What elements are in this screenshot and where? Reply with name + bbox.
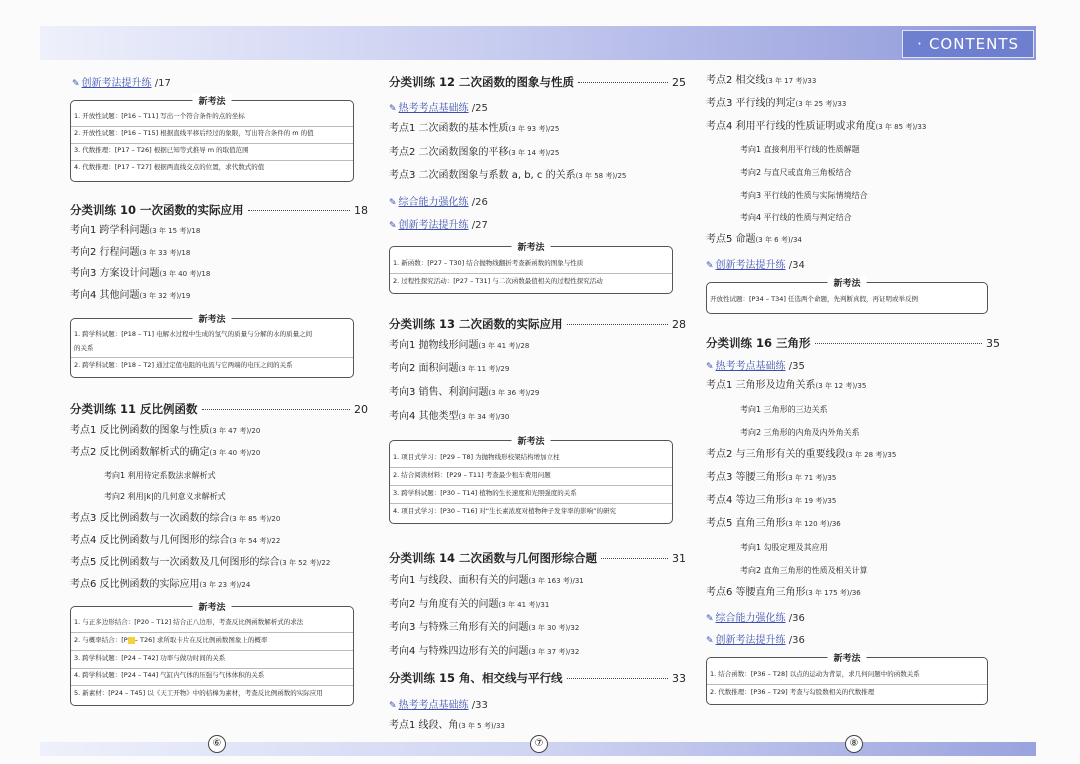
comprehensive-practice-link[interactable]: ✎ 综合能力强化练 /26 — [389, 197, 488, 208]
innovation-practice-link[interactable]: ✎ 创新考法提升练 /27 — [389, 220, 488, 231]
pencil-icon: ✎ — [389, 198, 397, 208]
toc-subitem[interactable]: 考向2 三角形的内角及内外角关系 — [740, 428, 860, 437]
toc-item[interactable]: 考向4 其他问题(3 年 32 考)/19 — [70, 290, 191, 301]
toc-item[interactable]: 考向1 与线段、面积有关的问题(3 年 163 考)/31 — [389, 575, 584, 586]
pencil-icon: ✎ — [389, 221, 397, 231]
pencil-icon: ✎ — [706, 614, 714, 624]
basic-practice-link[interactable]: ✎ 热考考点基础练 /33 — [389, 700, 488, 711]
toc-item[interactable]: 考点3 平行线的判定(3 年 25 考)/33 — [706, 98, 847, 109]
new-method-box: 新考法 1. 项目式学习：[P29 – T8] 为抛物线形校架结构增加立柱 2. 结合阅读材料：[P29 – T11] 考查最少租车费用问题 3. 跨学科试题：[P30 – T14] 植物的生长速度和光照强度的关系 4. 项目式学习：[P30 – T16] 对“生长素浓度对植物种子发芽率的影响”的研究 — [389, 440, 673, 524]
toc-item[interactable]: 考向1 抛物线形问题(3 年 41 考)/28 — [389, 340, 530, 351]
basic-practice-link[interactable]: ✎ 热考考点基础练 /25 — [389, 103, 488, 114]
page-number: ⑥ — [208, 735, 226, 753]
toc-item[interactable]: 考点1 二次函数的基本性质(3 年 93 考)/25 — [389, 123, 560, 134]
toc-item[interactable]: 考点3 反比例函数与一次函数的综合(3 年 85 考)/20 — [70, 513, 281, 524]
toc-item[interactable]: 考向2 行程问题(3 年 33 考)/18 — [70, 247, 191, 258]
header-bar — [40, 26, 1036, 60]
new-method-box: 新考法 1. 新函数：[P27 – T30] 结合抛物线翻折考查新函数的图象与性质 2. 过程性探究活动：[P27 – T31] 与二次函数最值相关的过程性探究活动 — [389, 246, 673, 294]
toc-subitem[interactable]: 考向1 三角形的三边关系 — [740, 405, 828, 414]
toc-item[interactable]: 考点2 相交线(3 年 17 考)/33 — [706, 75, 817, 86]
innovation-practice-link[interactable]: ✎ 创新考法提升练 /17 — [72, 78, 171, 89]
new-method-box: 新考法 开放性试题：[P34 – T34] 任选两个命题，先判断真假，再证明或举反例 — [706, 282, 988, 314]
toc-item[interactable]: 考向1 跨学科问题(3 年 15 考)/18 — [70, 225, 201, 236]
toc-item[interactable]: 考点1 三角形及边角关系(3 年 12 考)/35 — [706, 380, 867, 391]
toc-subitem[interactable]: 考向1 利用待定系数法求解析式 — [104, 471, 216, 480]
toc-subitem[interactable]: 考向1 勾股定理及其应用 — [740, 543, 828, 552]
page-number: ⑦ — [530, 735, 548, 753]
toc-item[interactable]: 考点5 直角三角形(3 年 120 考)/36 — [706, 518, 841, 529]
toc-item[interactable]: 考点6 等腰直角三角形(3 年 175 考)/36 — [706, 587, 861, 598]
section-title[interactable]: 分类训练 10 一次函数的实际应用 18 — [70, 203, 368, 217]
toc-subitem[interactable]: 考向1 直接利用平行线的性质解题 — [740, 145, 860, 154]
new-method-box: 新考法 1. 结合函数：[P36 – T28] 以点的运动为背景，求几何问题中的函数关系 2. 代数推理：[P36 – T29] 考查与勾股数相关的代数推理 — [706, 657, 988, 705]
pencil-icon: ✎ — [706, 261, 714, 271]
innovation-practice-link[interactable]: ✎ 创新考法提升练 /36 — [706, 635, 805, 646]
section-title[interactable]: 分类训练 14 二次函数与几何图形综合题 31 — [389, 551, 686, 565]
toc-item[interactable]: 考点5 命题(3 年 6 考)/34 — [706, 234, 802, 245]
toc-item[interactable]: 考向4 其他类型(3 年 34 考)/30 — [389, 411, 510, 422]
toc-subitem[interactable]: 考向4 平行线的性质与判定结合 — [740, 213, 852, 222]
section-title[interactable]: 分类训练 13 二次函数的实际应用 28 — [389, 317, 686, 331]
toc-item[interactable]: 考点4 反比例函数与几何图形的综合(3 年 54 考)/22 — [70, 535, 281, 546]
section-title[interactable]: 分类训练 11 反比例函数 20 — [70, 402, 368, 416]
toc-item[interactable]: 考向3 与特殊三角形有关的问题(3 年 30 考)/32 — [389, 622, 580, 633]
new-method-box: 新考法 1. 跨学科试题：[P18 – T1] 电解水过程中生成的氢气的质量与分解的水的质量之间 的关系 2. 跨学科试题：[P18 – T2] 通过定值电阻的电流与它两端的电压之间的关系 — [70, 318, 354, 378]
contents-title: · CONTENTS — [902, 30, 1034, 58]
toc-item[interactable]: 考点6 反比例函数的实际应用(3 年 23 考)/24 — [70, 579, 251, 590]
toc-item[interactable]: 考点1 线段、角(3 年 5 考)/33 — [389, 720, 505, 731]
toc-subitem[interactable]: 考向3 平行线的性质与实际情境结合 — [740, 191, 868, 200]
new-method-box: 新考法 1. 开放性试题：[P16 – T11] 写出一个符合条件的点的坐标 2. 开放性试题：[P16 – T15] 根据直线平移后经过的象限，写出符合条件的 m 的值 3. 代数推理：[P17 – T26] 根据已知等式推导 m 的取值范围 4. 代数推理：[P17 – T27] 根据两直线交点的位置，求代数式的值 — [70, 100, 354, 182]
toc-item[interactable]: 考向3 方案设计问题(3 年 40 考)/18 — [70, 268, 211, 279]
highlight-marker — [128, 637, 135, 644]
toc-subitem[interactable]: 考向2 直角三角形的性质及相关计算 — [740, 566, 868, 575]
pencil-icon: ✎ — [389, 701, 397, 711]
pencil-icon: ✎ — [706, 636, 714, 646]
toc-subitem[interactable]: 考向2 与直尺或直角三角板结合 — [740, 168, 852, 177]
toc-item[interactable]: 考点2 与三角形有关的重要线段(3 年 28 考)/35 — [706, 449, 897, 460]
innovation-practice-link[interactable]: ✎ 创新考法提升练 /34 — [706, 260, 805, 271]
toc-item[interactable]: 考向2 面积问题(3 年 11 考)/29 — [389, 363, 510, 374]
pencil-icon: ✎ — [389, 104, 397, 114]
section-title[interactable]: 分类训练 12 二次函数的图象与性质 25 — [389, 75, 686, 89]
page-number: ⑧ — [845, 735, 863, 753]
pencil-icon: ✎ — [72, 79, 80, 89]
toc-subitem[interactable]: 考向2 利用|k|的几何意义求解析式 — [104, 492, 226, 501]
toc-item[interactable]: 考向2 与角度有关的问题(3 年 41 考)/31 — [389, 599, 550, 610]
toc-item[interactable]: 考点1 反比例函数的图象与性质(3 年 47 考)/20 — [70, 425, 261, 436]
toc-item[interactable]: 考向3 销售、利润问题(3 年 36 考)/29 — [389, 387, 540, 398]
section-title[interactable]: 分类训练 15 角、相交线与平行线 33 — [389, 671, 686, 685]
toc-item[interactable]: 考点3 二次函数图象与系数 a, b, c 的关系(3 年 58 考)/25 — [389, 170, 627, 181]
toc-item[interactable]: 考点3 等腰三角形(3 年 71 考)/35 — [706, 472, 837, 483]
basic-practice-link[interactable]: ✎ 热考考点基础练 /35 — [706, 361, 805, 372]
toc-item[interactable]: 考点2 反比例函数解析式的确定(3 年 40 考)/20 — [70, 447, 261, 458]
new-method-box: 新考法 1. 与正多边形结合：[P20 – T12] 结合正八边形，考查反比例函数解析式的求法 2. 与概率结合：[P – T26] 求所取卡片在反比例函数图象上的概率 3. 跨学科试题：[P24 – T42] 功率与做功时间的关系 4. 跨学科试题：[P24 – T44] 气缸内气体的压强与气体体积的关系 5. 新素材：[P24 – T45] 以《天工开物》中的桔槔为素材，考查反比例函数的实际应用 — [70, 606, 354, 706]
toc-item[interactable]: 考向4 与特殊四边形有关的问题(3 年 37 考)/32 — [389, 646, 580, 657]
toc-item[interactable]: 考点5 反比例函数与一次函数及几何图形的综合(3 年 52 考)/22 — [70, 557, 331, 568]
toc-item[interactable]: 考点4 等边三角形(3 年 19 考)/35 — [706, 495, 837, 506]
toc-item[interactable]: 考点4 利用平行线的性质证明或求角度(3 年 85 考)/33 — [706, 121, 927, 132]
comprehensive-practice-link[interactable]: ✎ 综合能力强化练 /36 — [706, 613, 805, 624]
pencil-icon: ✎ — [706, 362, 714, 372]
section-title[interactable]: 分类训练 16 三角形 35 — [706, 336, 1000, 350]
toc-item[interactable]: 考点2 二次函数图象的平移(3 年 14 考)/25 — [389, 147, 560, 158]
